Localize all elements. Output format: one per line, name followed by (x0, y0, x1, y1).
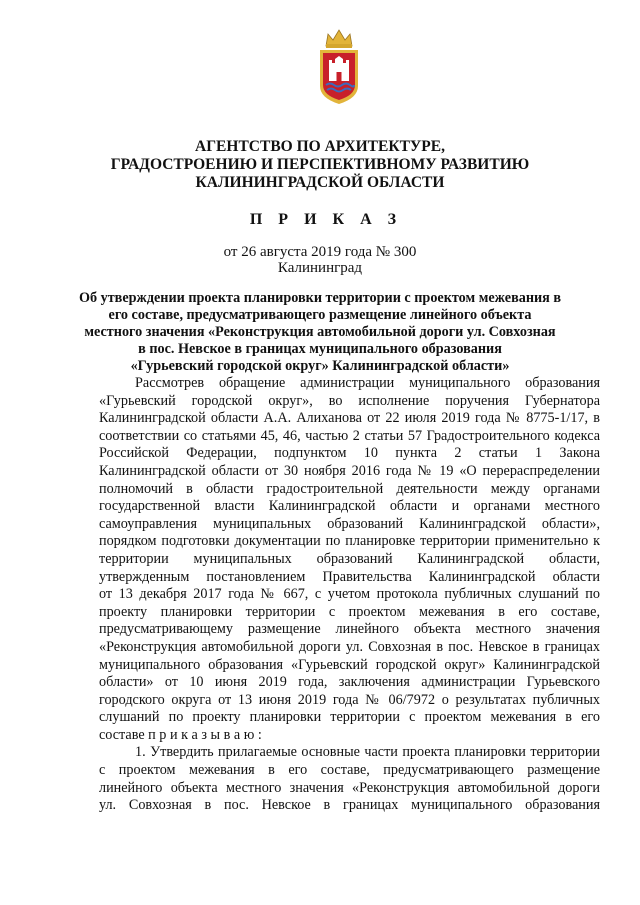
body-line: Рассмотрев обращение администрации муниципального образования (135, 375, 600, 391)
subject-line: «Гурьевский городской округ» Калининградской области» (130, 358, 510, 374)
agency-title (0, 138, 640, 192)
body-line: ул. Совхозная в пос. Невское в границах муниципального образования (99, 797, 600, 814)
body-line: «Гурьевский городской округ», во исполнение поручения Губернатора (99, 392, 600, 409)
body-line: полномочий в области градостроительной деятельности между органами (99, 480, 600, 497)
body-line: соответствии со статьями 45, 46, частью 2 статьи 57 Градостроительного кодекса (99, 427, 600, 444)
order-body (99, 375, 600, 815)
body-line: утвержденным постановлением Правительства Калининградской области (99, 568, 600, 585)
body-line: Российской Федерации, подпунктом 10 пункта 2 статьи 1 Закона (99, 445, 600, 462)
agency-line: ГРАДОСТРОЕНИЮ И ПЕРСПЕКТИВНОМУ РАЗВИТИЮ (110, 156, 530, 173)
agency-line: КАЛИНИНГРАДСКОЙ ОБЛАСТИ (195, 174, 445, 191)
body-line: муниципального образования «Гурьевский городской округ» Калининградской (99, 656, 600, 673)
date-number: от 26 августа 2019 года № 300 (223, 244, 417, 260)
body-line: предусматривающему размещение линейного объекта местного значения (99, 621, 600, 638)
body-line: порядком подготовки документации по планировке территории применительно к (99, 533, 600, 550)
agency-line: АГЕНТСТВО ПО АРХИТЕКТУРЕ, (195, 138, 445, 155)
kaliningrad-coat-of-arms-icon (317, 26, 361, 106)
order-subject (0, 290, 640, 375)
body-line: с проектом межевания в его составе, предусматривающего размещение (99, 762, 600, 779)
body-line: территории муниципальных образований Калининградской области, (99, 550, 600, 567)
subject-line: Об утверждении проекта планировки территории с проектом межевания в (78, 290, 562, 306)
subject-line: его составе, предусматривающего размещение линейного объекта (108, 307, 532, 323)
body-line: слушаний по проекту планировки территории с проектом межевания в его (99, 709, 600, 726)
body-line: области» от 10 июня 2019 года, заключения администрации Гурьевского (99, 674, 600, 691)
body-line: самоуправления муниципальных образований Калининградской области», (99, 515, 600, 532)
subject-line: местного значения «Реконструкция автомобильной дороги ул. Совхозная (84, 324, 556, 340)
body-line: проекту планировки территории с проектом межевания в его составе, (99, 603, 600, 620)
body-line: «Реконструкция автомобильной дороги ул. Совхозная в пос. Невское в границах (99, 638, 600, 655)
document-type: П Р И К А З (249, 211, 403, 228)
date-and-place (0, 244, 640, 276)
body-line: составе п р и к а з ы в а ю : (99, 726, 262, 743)
body-line: от 13 декабря 2017 года № 667, с учетом протокола публичных слушаний по (99, 586, 600, 603)
body-line: Калининградской области от 30 ноября 2016 года № 19 «О перераспределении (99, 462, 600, 479)
city: Калининград (277, 260, 363, 276)
body-line: государственной власти Калининградской области и органами местного (99, 498, 600, 515)
body-line: линейного объекта местного значения «Реконструкция автомобильной дороги (99, 779, 600, 796)
body-line: Калининградской области А.А. Алиханова от 22 июля 2019 года № 8775-1/17, в (99, 410, 600, 427)
subject-line: в пос. Невское в границах муниципального образования (138, 341, 502, 357)
body-line: городского округа от 13 июня 2019 года № 06/7972 о результатах публичных (99, 691, 600, 708)
body-line: 1. Утвердить прилагаемые основные части проекта планировки территории (135, 744, 600, 761)
